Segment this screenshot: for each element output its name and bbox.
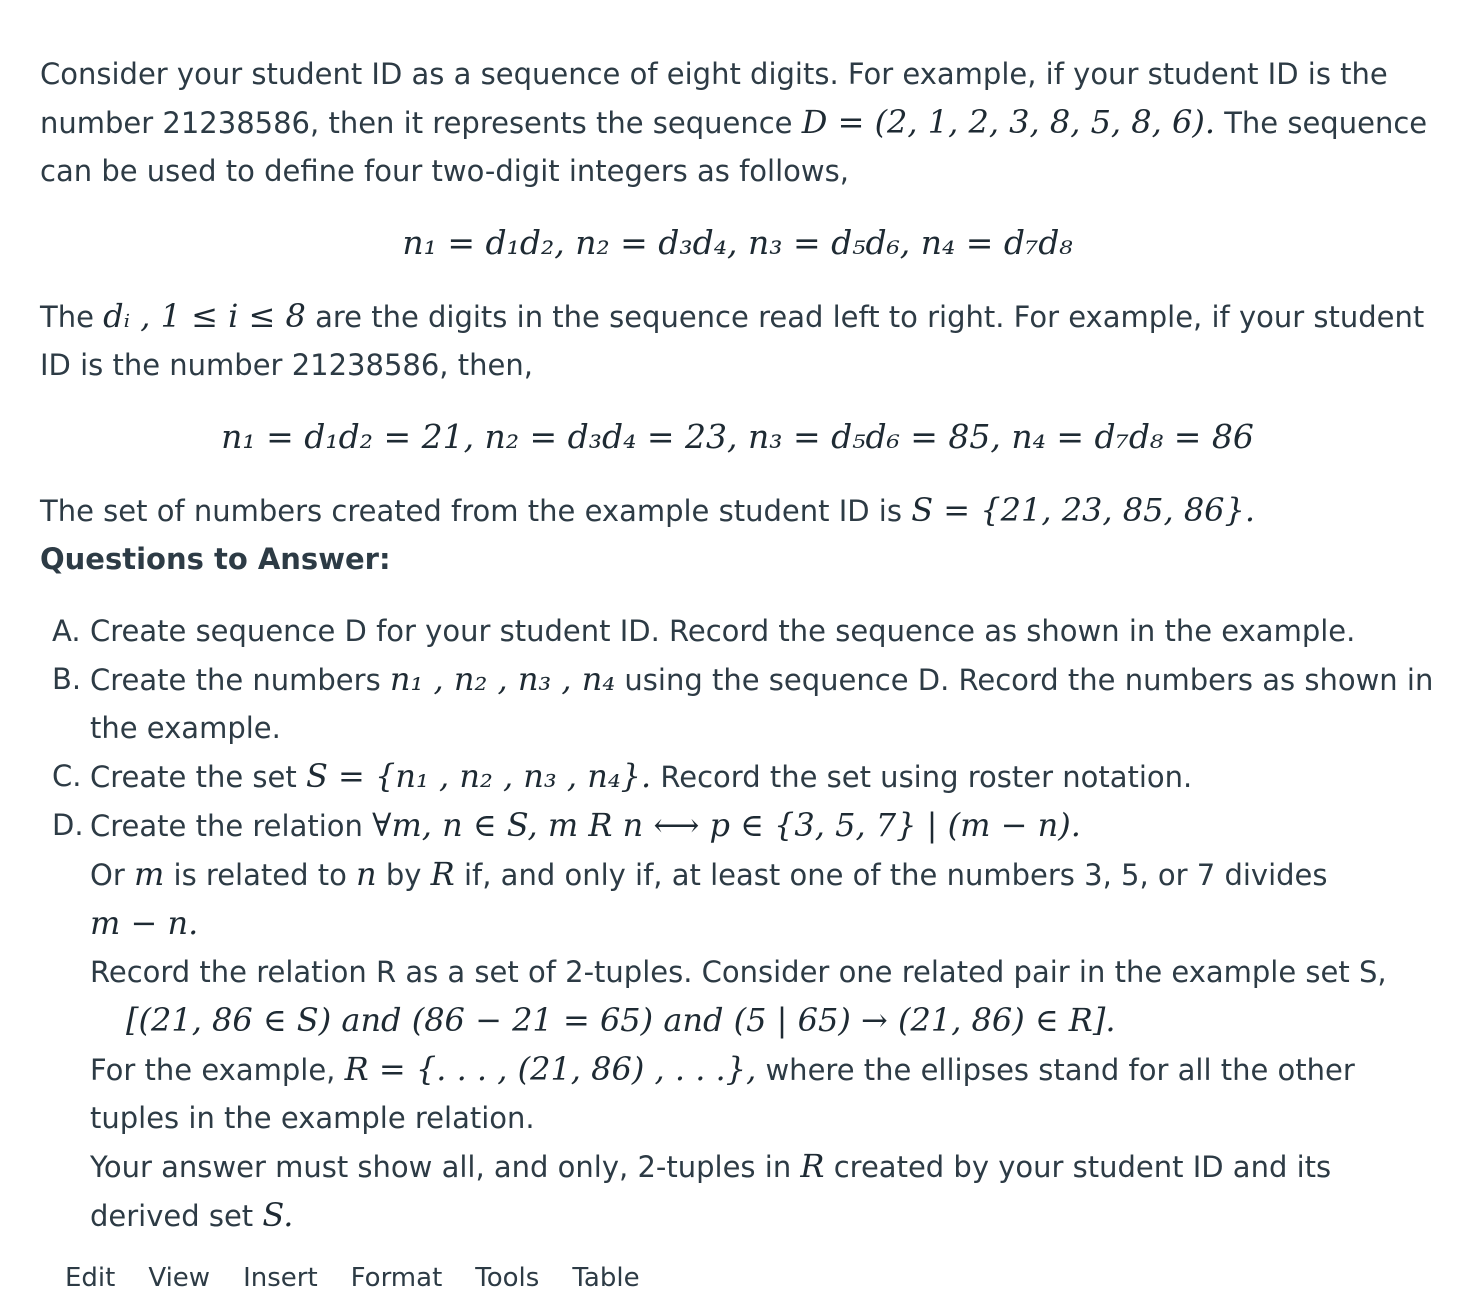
question-d-line3: Record the relation R as a set of 2-tuples. Consider one related pair in the example set S,	[90, 955, 1387, 989]
line5-text-1: For the example,	[90, 1053, 345, 1087]
example-math: n₁ = d₁d₂ = 21, n₂ = d₃d₄ = 23, n₃ = d₅d₆ = 85, n₄ = d₇d₈ = 86	[221, 417, 1254, 456]
question-a-label: A.	[52, 614, 81, 648]
set-text: The set of numbers created from the example student ID is	[40, 494, 912, 528]
line2-text-4: if, and only if, at least one of the numbers 3, 5, or 7 divides	[454, 858, 1328, 892]
questions-list	[40, 607, 1435, 1240]
definition-math: n₁ = d₁d₂, n₂ = d₃d₄, n₃ = d₅d₆, n₄ = d₇d₈	[402, 223, 1073, 262]
line6-text-1: Your answer must show all, and only, 2-tuples in	[90, 1150, 801, 1184]
question-b-label: B.	[52, 662, 82, 696]
question-d-label: D.	[52, 808, 84, 842]
definition-equation	[40, 219, 1435, 268]
question-c-label: C.	[52, 759, 82, 793]
question-d-line2	[90, 850, 1435, 948]
menu-format[interactable]: Format	[350, 1263, 443, 1293]
sequence-math: D = (2, 1, 2, 3, 8, 5, 8, 6).	[801, 103, 1215, 141]
menu-insert[interactable]: Insert	[243, 1263, 318, 1293]
question-c-text-end: Record the set using roster notation.	[651, 760, 1193, 794]
question-a-text: Create sequence D for your student ID. Record the sequence as shown in the example.	[90, 614, 1356, 648]
line6-math-s: S.	[262, 1196, 294, 1234]
question-b	[40, 655, 1435, 752]
menu-tools[interactable]: Tools	[475, 1263, 540, 1293]
relation-math: ∀m, n ∈ S, m R n ⟷ p ∈ {3, 5, 7} | (m − n).	[372, 806, 1081, 844]
question-d-line4	[90, 996, 1435, 1045]
line2-text-2: is related to	[164, 858, 357, 892]
line5-math: R = {. . . , (21, 86) , . . .},	[344, 1050, 757, 1088]
intro-text-end: The sequence can be used to define four two-digit integers as follows,	[40, 106, 1428, 188]
question-d-line5	[90, 1045, 1435, 1142]
relation-text: Create the relation	[90, 809, 373, 843]
example-equation	[40, 413, 1435, 462]
menu-edit[interactable]: Edit	[65, 1263, 116, 1293]
line2-math-diff: m − n.	[90, 904, 199, 942]
question-b-math: n₁ , n₂ , n₃ , n₄	[389, 660, 616, 698]
question-c-text: Create the set	[90, 760, 306, 794]
digits-text: The	[40, 300, 104, 334]
line6-math-r: R	[800, 1147, 825, 1185]
line2-math-m: m	[133, 855, 165, 893]
line2-math-n: n	[356, 855, 377, 893]
question-b-text: Create the numbers	[90, 663, 390, 697]
intro-paragraph	[40, 50, 1435, 195]
digits-paragraph	[40, 292, 1435, 389]
question-d-line1	[90, 801, 1435, 850]
question-b-text-end: using the sequence D. Record the numbers as shown in the example.	[90, 663, 1434, 745]
set-paragraph	[40, 486, 1435, 535]
menu-view[interactable]: View	[148, 1263, 211, 1293]
line2-text-1: Or	[90, 858, 134, 892]
digits-text-end: are the digits in the sequence read left to right. For example, if your student ID is the number 21238586, then,	[40, 300, 1425, 382]
line6-text-2: created by your student ID and its derived set	[90, 1150, 1332, 1233]
set-math: S = {21, 23, 85, 86}.	[911, 491, 1256, 529]
line2-math-r: R	[430, 855, 455, 893]
line5-text-2: where the ellipses stand for all the other tuples in the example relation.	[90, 1053, 1355, 1135]
question-a	[40, 607, 1435, 655]
editor-menubar	[65, 1255, 640, 1301]
question-d-line6	[90, 1142, 1435, 1240]
question-c-math: S = {n₁ , n₂ , n₃ , n₄}.	[305, 757, 652, 795]
question-c	[40, 752, 1435, 801]
example-pair-math: [(21, 86 ∈ S) and (86 − 21 = 65) and (5 | 65) → (21, 86) ∈ R].	[126, 1001, 1116, 1039]
menu-table[interactable]: Table	[572, 1263, 640, 1293]
question-d	[40, 801, 1435, 1240]
question-content	[40, 50, 1435, 1240]
intro-text: Consider your student ID as a sequence of eight digits. For example, if your student ID is the number 21238586, then it represents the sequence	[40, 57, 1388, 140]
digits-math: dᵢ , 1 ≤ i ≤ 8	[103, 297, 306, 335]
line2-text-3: by	[376, 858, 431, 892]
questions-title: Questions to Answer:	[40, 542, 391, 576]
